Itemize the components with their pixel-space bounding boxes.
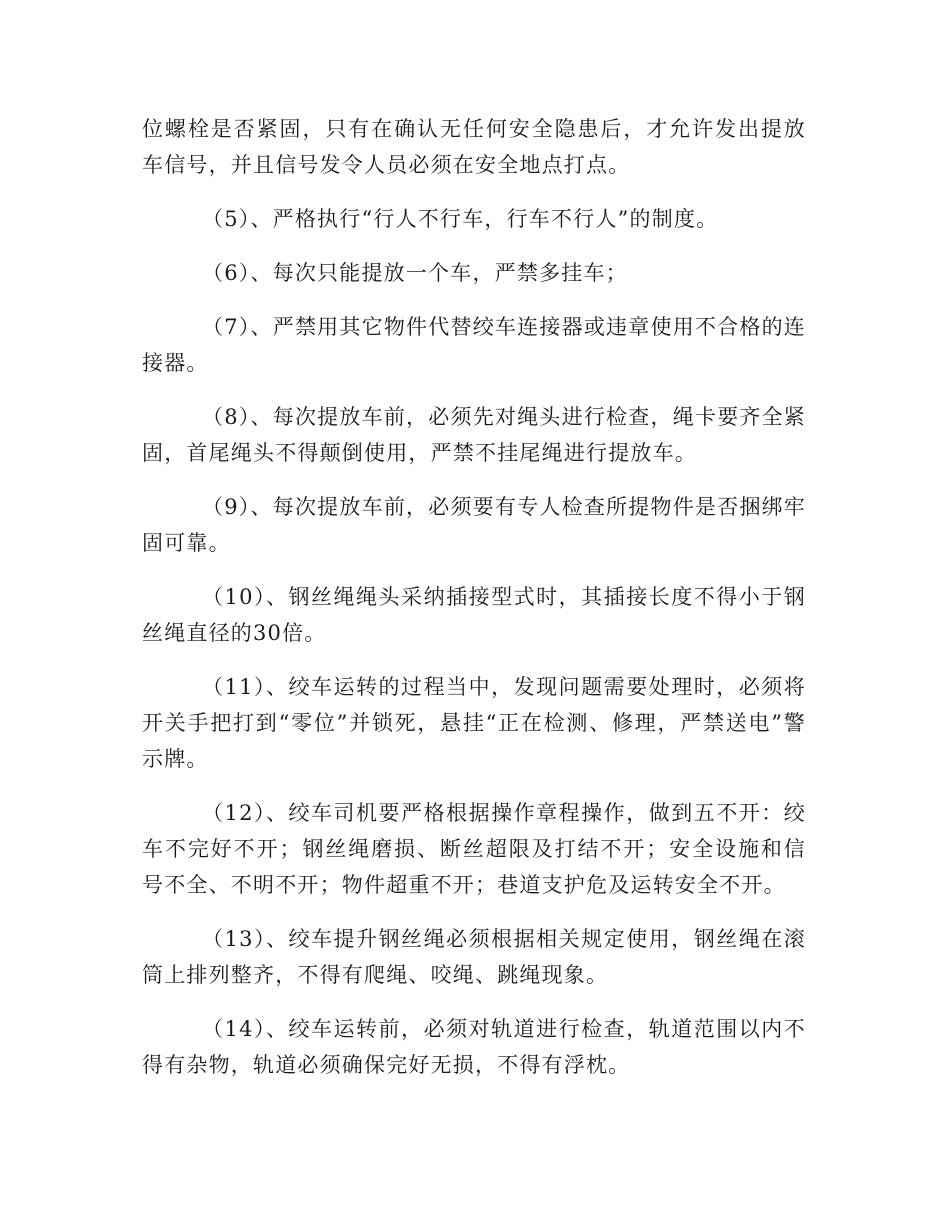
paragraph-item-8: （8）、每次提放车前，必须先对绳头进行检查，绳卡要齐全紧固，首尾绳头不得颠倒使用，严禁不挂尾绳进行提放车。: [142, 405, 806, 465]
paragraph-item-5: （5）、严格执行“行人不行车，行车不行人”的制度。: [202, 207, 719, 231]
paragraph-item-11: （11）、绞车运转的过程当中，发现问题需要处理时，必须将开关手把打到“零位”并锁死，悬挂“正在检测、修理，严禁送电”警示牌。: [142, 675, 806, 771]
paragraph-continuation: 位螺栓是否紧固，只有在确认无任何安全隐患后，才允许发出提放车信号，并且信号发令人员必须在安全地点打点。: [142, 117, 806, 177]
paragraph-item-9: （9）、每次提放车前，必须要有专人检查所提物件是否捆绑牢固可靠。: [142, 495, 806, 555]
document-body: [142, 111, 806, 1101]
paragraph-item-10: （10）、钢丝绳绳头采纳插接型式时，其插接长度不得小于钢丝绳直径的30倍。: [142, 585, 806, 645]
paragraph-item-13: （13）、绞车提升钢丝绳必须根据相关规定使用，钢丝绳在滚筒上排列整齐，不得有爬绳、咬绳、跳绳现象。: [142, 927, 806, 987]
paragraph-item-7: （7）、严禁用其它物件代替绞车连接器或违章使用不合格的连接器。: [142, 315, 806, 375]
paragraph-item-14: （14）、绞车运转前，必须对轨道进行检查，轨道范围以内不得有杂物，轨道必须确保完好无损，不得有浮枕。: [142, 1017, 806, 1077]
paragraph-item-12: （12）、绞车司机要严格根据操作章程操作，做到五不开：绞车不完好不开；钢丝绳磨损、断丝超限及打结不开；安全设施和信号不全、不明不开；物件超重不开；巷道支护危及运转安全不开。: [142, 801, 806, 897]
paragraph-item-6: （6）、每次只能提放一个车，严禁多挂车；: [202, 261, 628, 285]
